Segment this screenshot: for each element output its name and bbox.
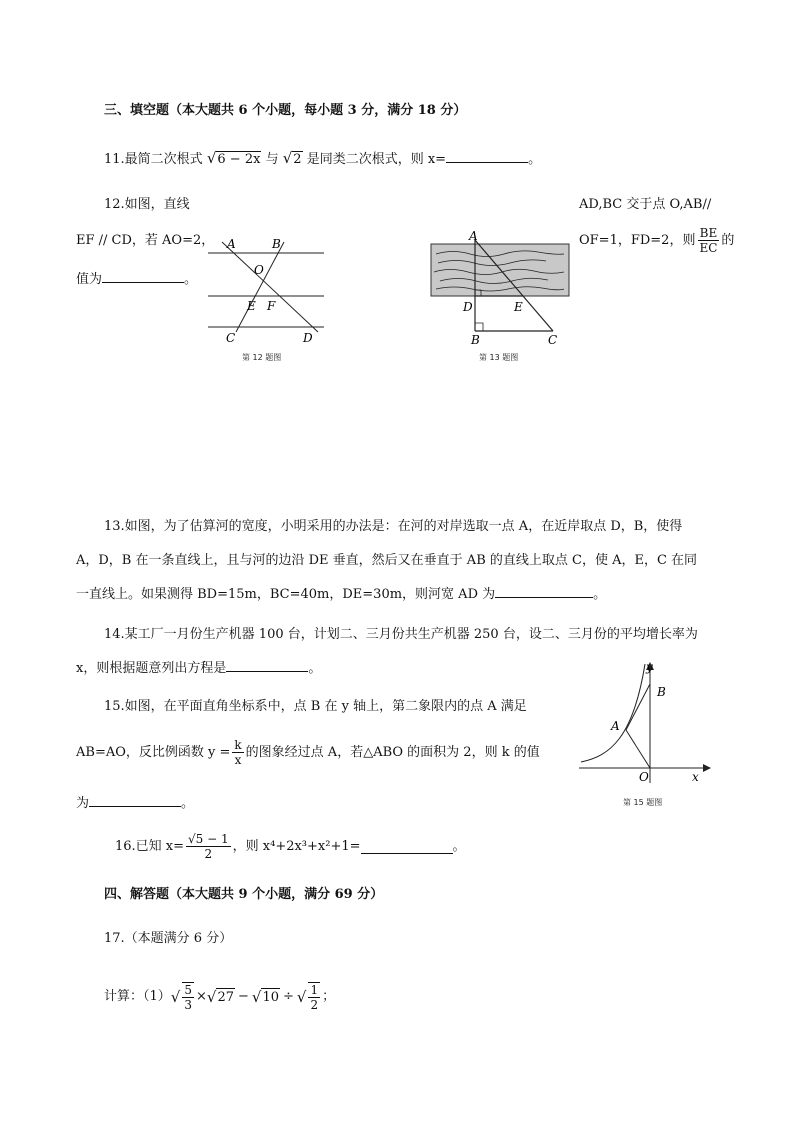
q13-line1: 13.如图，为了估算河的宽度，小明采用的办法是：在河的对岸选取一点 A，在近岸取点 D，B，使得	[104, 519, 683, 534]
right-angle-b	[475, 323, 483, 331]
q15-frac-num: k	[234, 738, 242, 752]
q17-f2-den: 2	[310, 998, 319, 1012]
q17-header: 17.（本题满分 6 分）	[104, 931, 233, 946]
q15-line2-right: 的图象经过点 A，若△ABO 的面积为 2，则 k 的值	[245, 744, 540, 760]
q15-frac-den: x	[234, 753, 242, 767]
label-x: x	[692, 770, 699, 784]
sqrt-sign: √	[206, 149, 217, 167]
q12-line3-end: 。	[184, 272, 198, 287]
label-y: y	[646, 660, 653, 674]
q15-line3	[76, 792, 194, 813]
label-d: D	[463, 300, 473, 314]
q16-frac-num: √5 − 1	[188, 832, 229, 846]
q17-end: ；	[322, 989, 336, 1004]
figure-12-caption: 第 12 题图	[242, 353, 282, 362]
label-b: B	[657, 685, 666, 699]
answer-blank-15[interactable]	[89, 792, 181, 807]
q11-radical-1: 6 − 2x	[217, 152, 261, 167]
q12-frac-num: BE	[699, 226, 718, 240]
q17-frac-2	[308, 982, 320, 1012]
question-16	[115, 832, 466, 861]
q12-fraction	[697, 226, 719, 255]
q15-line2-left: AB=AO，反比例函数 y =	[76, 744, 231, 760]
label-d: D	[303, 331, 313, 345]
q17-div: ÷	[283, 989, 294, 1004]
figure-12	[200, 232, 330, 350]
label-e: E	[247, 299, 256, 313]
q12-frac-den: EC	[699, 241, 718, 255]
q17-frac-1	[182, 982, 194, 1012]
figure-15	[575, 658, 715, 788]
segment-ao	[626, 730, 650, 768]
answer-blank-11[interactable]	[446, 148, 528, 163]
x-axis-arrow	[703, 764, 711, 772]
q15-line2	[76, 738, 540, 767]
q16-frac-den: 2	[204, 847, 213, 861]
q12-line2-right-text: OF=1，FD=2，则	[579, 232, 696, 248]
label-o: O	[254, 263, 264, 277]
label-f: F	[267, 299, 276, 313]
q11-end: 。	[528, 152, 542, 167]
q12-line2-end: 的	[721, 232, 735, 248]
label-b: B	[471, 333, 480, 347]
sqrt-sign: √	[282, 149, 293, 167]
q14-line1: 14.某工厂一月份生产机器 100 台，计划二、三月份共生产机器 250 台，设二、三月份的平均增长率为	[104, 627, 698, 642]
answer-blank-16[interactable]	[361, 839, 453, 854]
q14-line2	[76, 657, 321, 678]
q12-line3-text: 值为	[76, 272, 103, 287]
q11-prefix: 11.最简二次根式	[104, 152, 203, 167]
q17-part1	[104, 982, 335, 1012]
q17-f1-den: 3	[184, 998, 192, 1012]
label-b: B	[272, 237, 281, 251]
answer-blank-14[interactable]	[226, 657, 308, 672]
q16-fraction	[186, 832, 231, 861]
segment-ab	[626, 684, 650, 730]
sqrt-sign: √	[296, 988, 307, 1006]
q17-r27: 27	[217, 989, 234, 1005]
answer-blank-13[interactable]	[495, 583, 593, 598]
line-ad	[222, 242, 318, 332]
label-a: A	[611, 719, 620, 733]
figure-13	[428, 230, 573, 348]
q11-radical-2: 2	[293, 152, 302, 167]
q11-mid: 与	[265, 152, 279, 167]
q17-minus: −	[238, 989, 249, 1004]
q17-prefix: 计算：（1）	[104, 989, 171, 1004]
q12-line1-left: 12.如图，直线	[104, 197, 190, 212]
sqrt-sign: √	[170, 988, 181, 1006]
q13-line3-end: 。	[593, 587, 607, 602]
q13-line3-text: 一直线上。如果测得 BD=15m，BC=40m，DE=30m，则河宽 AD 为	[76, 587, 496, 602]
q14-line2-end: 。	[308, 661, 322, 676]
q12-line2-left: EF // CD，若 AO=2，	[76, 233, 215, 248]
sqrt-sign: √	[206, 988, 217, 1006]
q15-line1: 15.如图，在平面直角坐标系中，点 B 在 y 轴上，第二象限内的点 A 满足	[104, 699, 527, 714]
label-a: A	[227, 237, 236, 251]
q17-times: ×	[195, 989, 207, 1004]
q12-line3	[76, 268, 197, 289]
q17-r10: 10	[262, 989, 280, 1005]
section-3-title: 三、填空题（本大题共 6 个小题，每小题 3 分，满分 18 分）	[104, 103, 467, 118]
line-bc	[236, 242, 284, 332]
label-a: A	[469, 230, 478, 243]
q16-end: 。	[452, 838, 466, 854]
q11-suffix: 是同类二次根式，则 x=	[306, 152, 447, 167]
section-4-title: 四、解答题（本大题共 9 个小题，满分 69 分）	[104, 887, 384, 902]
q13-line2: A，D，B 在一条直线上，且与河的边沿 DE 垂直，然后又在垂直于 AB 的直线上取点 C，使 A，E，C 在同	[76, 553, 698, 568]
q13-line3	[76, 583, 606, 604]
figure-13-caption: 第 13 题图	[479, 353, 519, 362]
answer-blank-12[interactable]	[102, 268, 184, 283]
label-o: O	[639, 770, 649, 784]
q17-f1-num: 5	[184, 983, 192, 997]
label-c: C	[548, 333, 558, 347]
q16-prefix: 16.已知 x=	[115, 838, 185, 854]
q17-f2-num: 1	[310, 983, 319, 997]
q15-line3-end: 。	[181, 796, 195, 811]
sqrt-sign: √	[251, 988, 262, 1006]
label-c: C	[226, 331, 236, 345]
question-11	[104, 148, 541, 169]
q12-line2-right	[579, 226, 734, 255]
q15-fraction	[232, 738, 243, 767]
figure-15-caption: 第 15 题图	[623, 798, 663, 807]
label-e: E	[514, 300, 523, 314]
q16-mid: ，则 x⁴+2x³+x²+1=	[232, 838, 361, 854]
q15-line3-text: 为	[76, 796, 90, 811]
q14-line2-text: x，则根据题意列出方程是	[76, 661, 227, 676]
q12-line1-right: AD,BC 交于点 O,AB//	[579, 197, 712, 212]
